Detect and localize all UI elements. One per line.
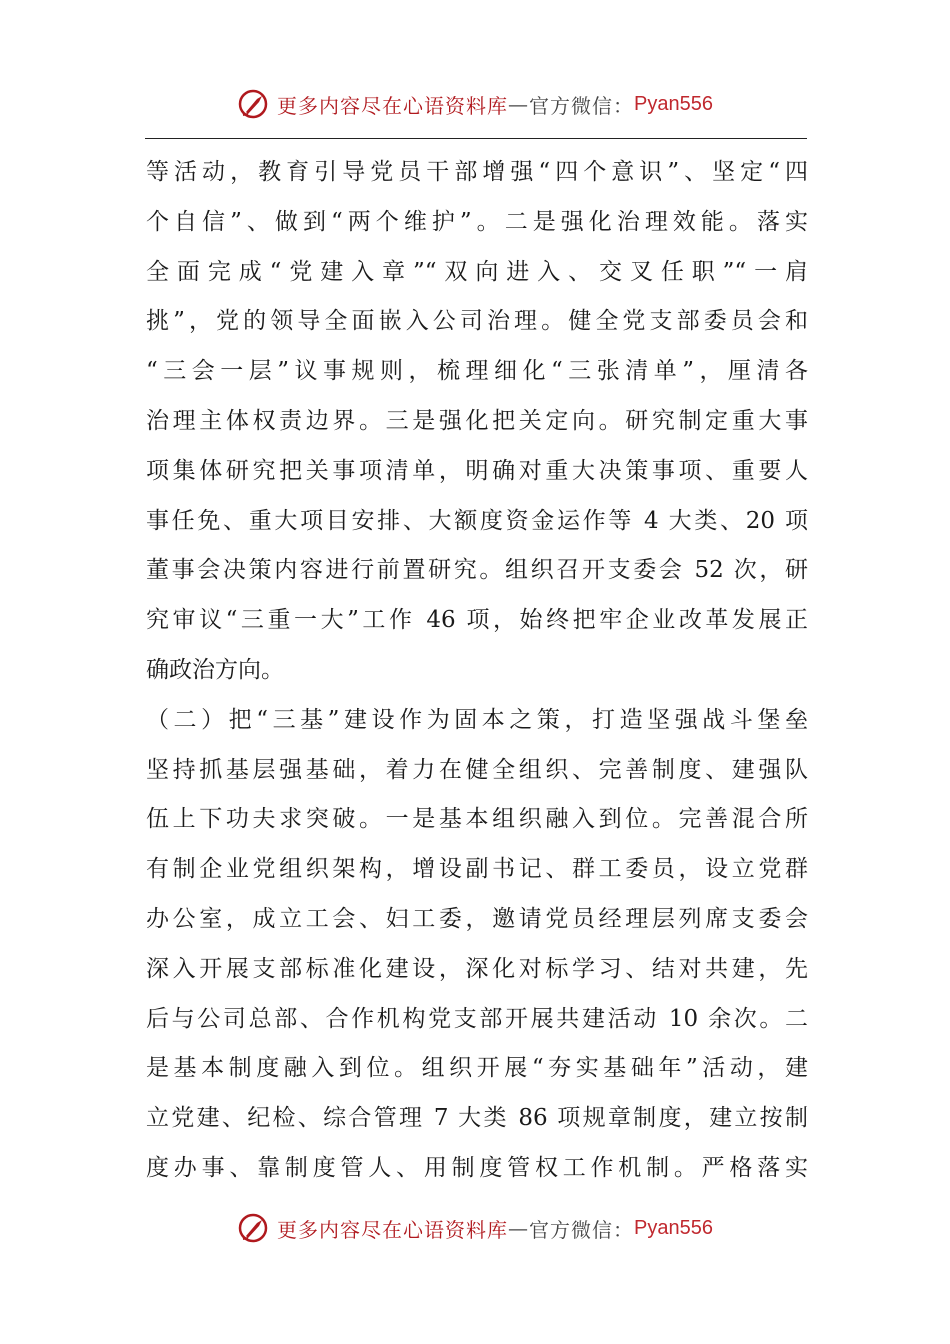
body-line: 是基本制度融入到位。组织开展“夯实基础年”活动，建 xyxy=(146,1055,808,1082)
footer-separator: — xyxy=(508,1216,530,1240)
body-line: 究审议“三重一大”工作 46 项，始终把牢企业改革发展正 xyxy=(146,607,808,634)
body-line: 治理主体权责边界。三是强化把关定向。研究制定重大事 xyxy=(146,407,808,434)
header-sub-text: 官方微信： xyxy=(529,93,635,118)
body-line: 等活动，教育引导党员干部增强“四个意识”、坚定“四 xyxy=(146,159,808,185)
footer-promo-text: 更多内容尽在心语资料库 xyxy=(277,1217,509,1242)
header-separator: — xyxy=(508,92,530,116)
body-line: 立党建、纪检、综合管理 7 大类 86 项规章制度，建立按制 xyxy=(146,1105,808,1132)
header-banner xyxy=(0,84,950,124)
pen-nib-logo-icon xyxy=(237,87,271,121)
body-line: 伍上下功夫求突破。一是基本组织融入到位。完善混合所 xyxy=(146,806,808,833)
footer-banner xyxy=(0,1208,950,1248)
body-line: 度办事、靠制度管人、用制度管权工作机制。严格落实 xyxy=(146,1154,808,1181)
body-line: 全面完成“党建入章”“双向进入、交叉任职”“一肩 xyxy=(146,258,808,285)
footer-wechat-id: Pyan556 xyxy=(634,1216,713,1239)
document-body xyxy=(146,148,808,1194)
pen-nib-logo-icon xyxy=(237,1211,271,1245)
body-line: 有制企业党组织架构，增设副书记、群工委员，设立党群 xyxy=(146,856,808,883)
body-line: 事任免、重大项目安排、大额度资金运作等 4 大类、20 项 xyxy=(146,507,808,534)
body-line: 办公室，成立工会、妇工委，邀请党员经理层列席支委会 xyxy=(146,905,808,932)
body-line: “三会一层”议事规则，梳理细化“三张清单”，厘清各 xyxy=(146,358,808,385)
section-heading: （二）把“三基”建设作为固本之策，打造坚强战斗堡垒 xyxy=(146,706,808,733)
body-line: 董事会决策内容进行前置研究。组织召开支委会 52 次，研 xyxy=(146,557,808,584)
body-line: 坚持抓基层强基础，着力在健全组织、完善制度、建强队 xyxy=(146,756,808,783)
header-divider xyxy=(145,138,807,139)
header-wechat-id: Pyan556 xyxy=(634,92,713,115)
body-line: 深入开展支部标准化建设，深化对标学习、结对共建，先 xyxy=(146,955,808,982)
header-promo-text: 更多内容尽在心语资料库 xyxy=(277,93,509,118)
body-line: 确政治方向。 xyxy=(146,656,284,683)
footer-sub-text: 官方微信： xyxy=(529,1217,635,1242)
body-line: 项集体研究把关事项清单，明确对重大决策事项、重要人 xyxy=(146,457,808,484)
body-line: 挑”，党的领导全面嵌入公司治理。健全党支部委员会和 xyxy=(146,308,808,335)
body-line: 后与公司总部、合作机构党支部开展共建活动 10 余次。二 xyxy=(146,1005,808,1032)
body-line: 个自信”、做到“两个维护”。二是强化治理效能。落实 xyxy=(146,208,808,235)
